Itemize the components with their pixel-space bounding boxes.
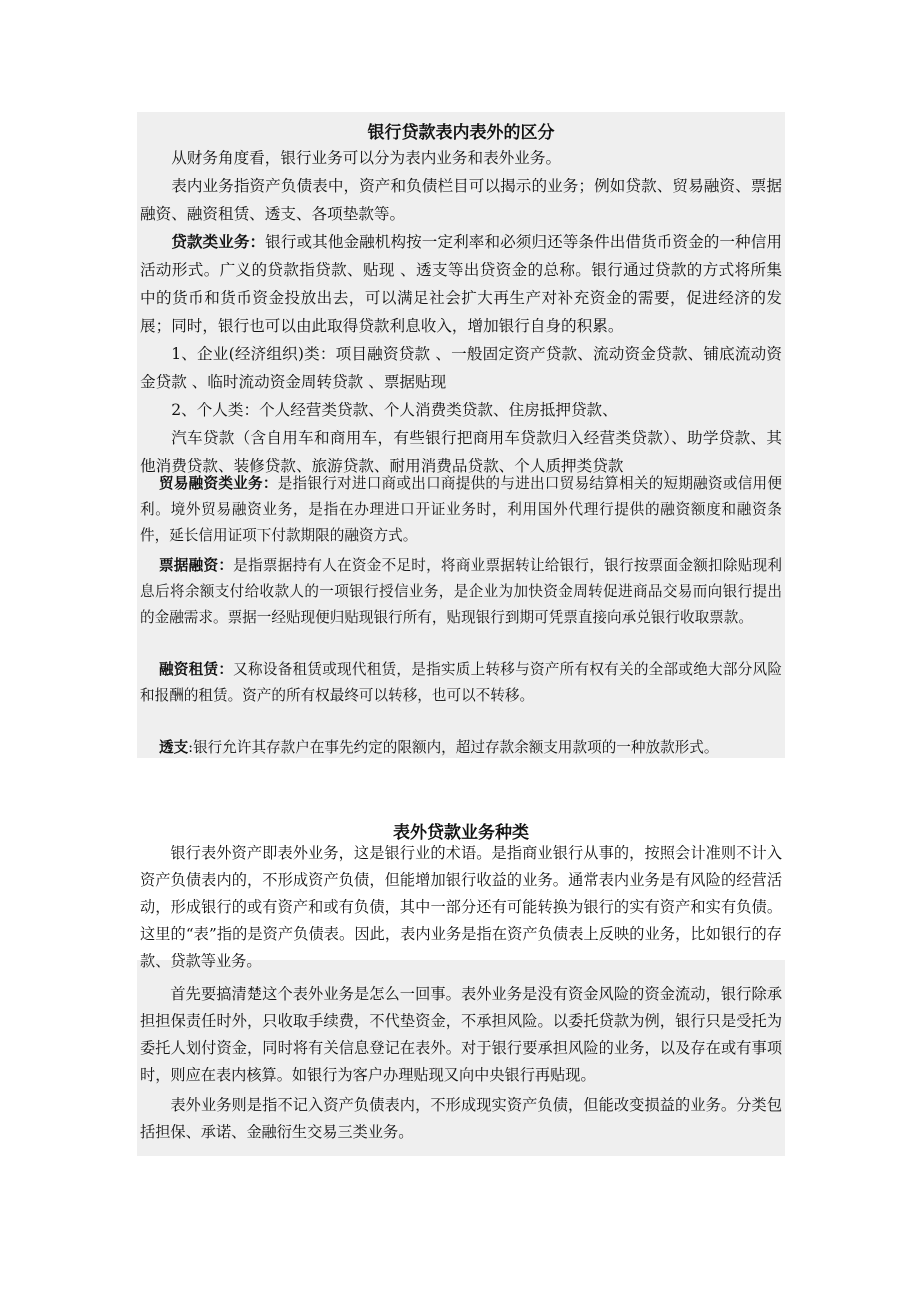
section1-body — [140, 144, 782, 480]
bill-finance-label: 票据融资： — [158, 557, 234, 574]
overdraft-label: 透支 — [158, 739, 189, 756]
leasing-text: 又称设备租赁或现代租赁，是指实质上转移与资产所有权有关的全部或绝大部分风险和报酬的租赁。资产的所有权最终可以转移，也可以不转移。 — [140, 661, 782, 704]
trade-finance-paragraph — [140, 471, 782, 549]
bill-finance-paragraph — [140, 553, 782, 631]
loan-paragraph — [140, 228, 782, 340]
overdraft-text: :银行允许其存款户在事先约定的限额内，超过存款余额支用款项的一种放款形式。 — [188, 739, 719, 756]
trade-finance-label: 贸易融资类业务： — [158, 475, 278, 492]
offbalance-paragraph-1: 银行表外资产即表外业务，这是银行业的术语。是指商业银行从事的，按照会计准则不计入资产负债表内的，不形成资产负债，但能增加银行收益的业务。通常表内业务是有风险的经营活动，形成银行的或有资产和或有负债，其中一部分还有可能转换为银行的实有资产和实有负债。 这里的“表”指的是资产负债表。因此，表内业务是指在资产负债表上反映的业务，比如银行的存款、贷款等业务。 — [140, 844, 782, 970]
intro-paragraph: 从财务角度看，银行业务可以分为表内业务和表外业务。 — [171, 149, 562, 167]
leasing-paragraph — [140, 657, 782, 709]
personal-loan-item: 2、个人类：个人经营类贷款、个人消费类贷款、住房抵押贷款、 — [171, 401, 618, 419]
leasing-label: 融资租赁： — [158, 661, 234, 678]
onbalance-definition: 表内业务指资产负债表中，资产和负债栏目可以揭示的业务；例如贷款、贸易融资、票据融资、融资租赁、透支、各项垫款等。 — [140, 177, 782, 223]
personal-loan-continued: 汽车贷款（含自用车和商用车，有些银行把商用车贷款归入经营类贷款）、助学贷款、其他消费贷款、装修贷款、旅游贷款、耐用消费品贷款、个人质押类贷款 — [140, 429, 782, 475]
loan-text: 银行或其他金融机构按一定利率和必须归还等条件出借货币资金的一种信用活动形式。广义的贷款指贷款、贴现 、透支等出贷资金的总称。银行通过贷款的方式将所集中的货币和货币资金投放出去，可以满足社会扩大再生产对补充资金的需要，促进经济的发展；同时，银行也可以由此取得贷款利息收入，增加银行自身的积累。 — [140, 233, 782, 335]
section3-body — [140, 840, 782, 1146]
offbalance-paragraph-3: 表外业务则是指不记入资产负债表内，不形成现实资产负债，但能改变损益的业务。分类包括担保、承诺、金融衍生交易三类业务。 — [140, 1096, 782, 1141]
offbalance-paragraph-2: 首先要搞清楚这个表外业务是怎么一回事。表外业务是没有资金风险的资金流动，银行除承担担保责任时外，只收取手续费，不代垫资金，不承担风险。以委托贷款为例，银行只是受托为委托人划付资金，同时将有关信息登记在表外。对于银行要承担风险的业务，以及存在或有事项时，则应在表内核算。如银行为客户办理贴现又向中央银行再贴现。 — [140, 985, 782, 1084]
section1-title: 银行贷款表内表外的区分 — [367, 123, 555, 143]
enterprise-loan-item: 1、企业(经济组织)类：项目融资贷款 、一般固定资产贷款、流动资金贷款、铺底流动资金贷款 、临时流动资金周转贷款 、票据贴现 — [140, 345, 782, 391]
section2-body — [140, 471, 782, 761]
trade-finance-text: 是指银行对进口商或出口商提供的与进出口贸易结算相关的短期融资或信用便利。境外贸易融资业务，是指在办理进口开证业务时，利用国外代理行提供的融资额度和融资条件，延长信用证项下付款期限的融资方式。 — [140, 475, 782, 544]
overdraft-paragraph — [140, 735, 782, 761]
bill-finance-text: 是指票据持有人在资金不足时，将商业票据转让给银行，银行按票面金额扣除贴现利息后将余额支付给收款人的一项银行授信业务，是企业为加快资金周转促进商品交易而向银行提出的金融需求。票据一经贴现便归贴现银行所有，贴现银行到期可凭票直接向承兑银行收取票款。 — [140, 557, 782, 626]
loan-label: 贷款类业务： — [171, 233, 266, 251]
section3-title: 表外贷款业务种类 — [393, 823, 529, 843]
